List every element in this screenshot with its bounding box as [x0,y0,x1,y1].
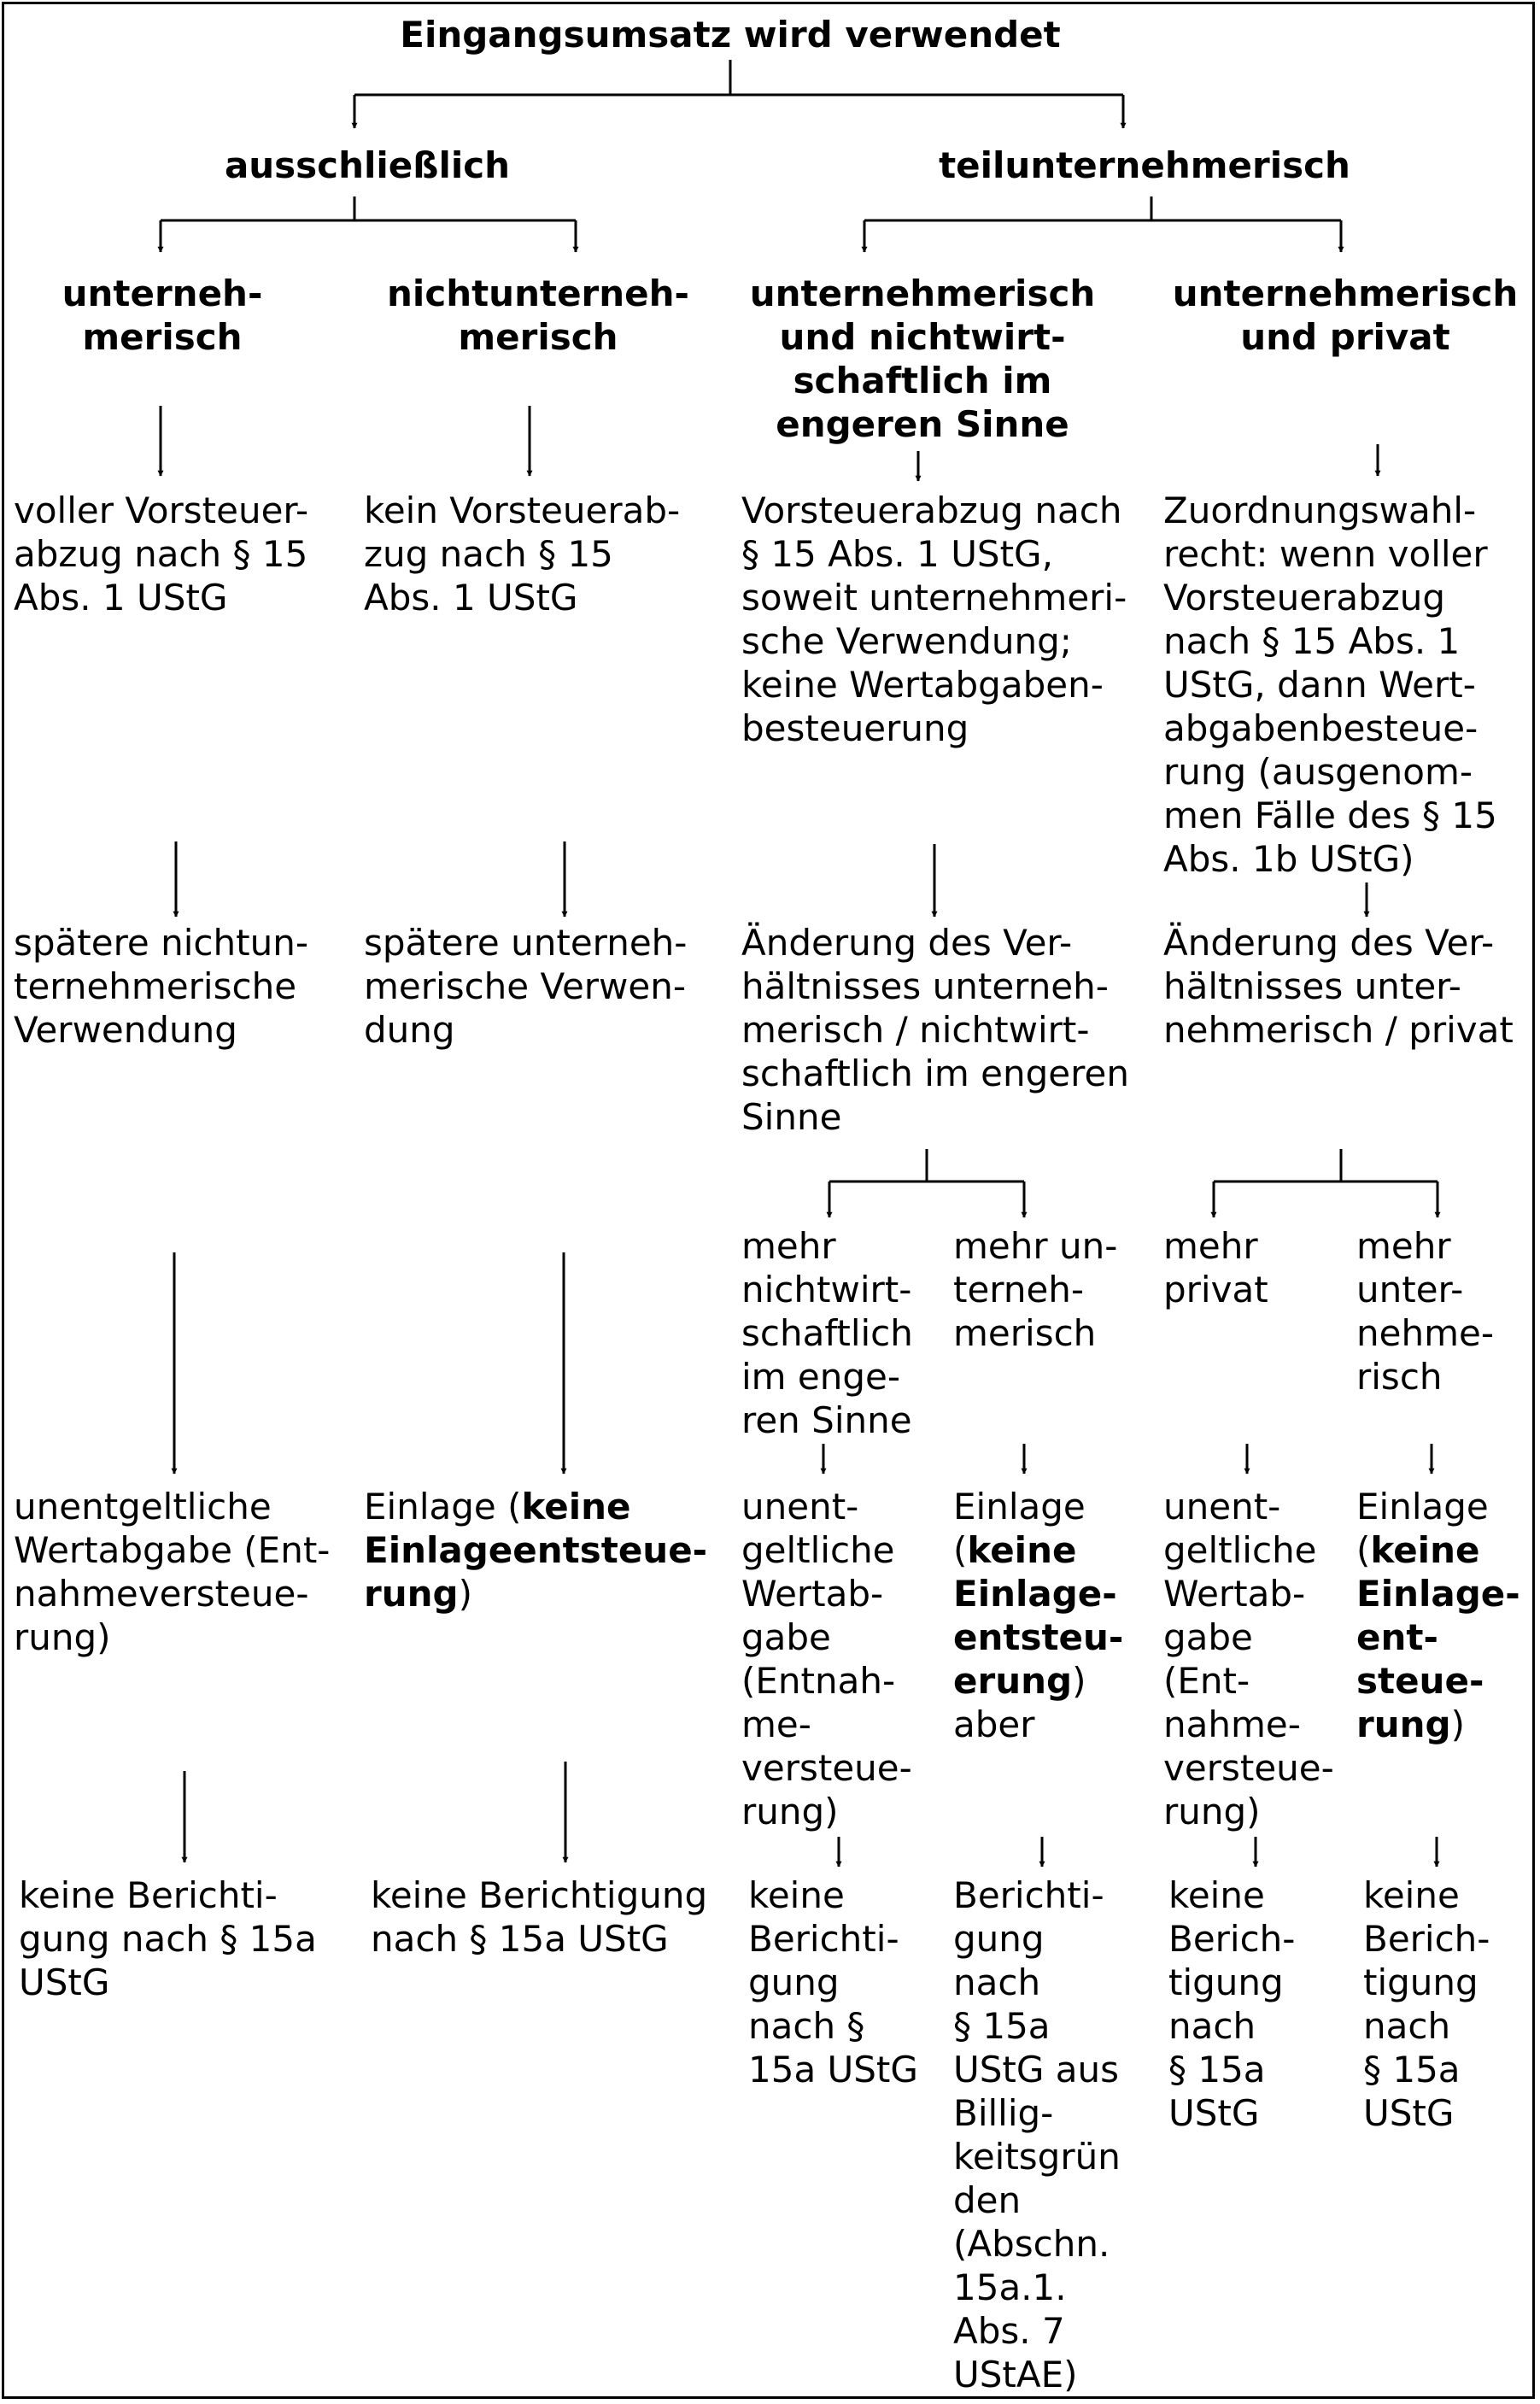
consequence-c3b [953,1485,1150,1746]
business-node: unterneh- merisch [61,273,263,358]
later-use-col2: spätere unterneh- merische Verwen- dung [364,922,688,1051]
correction-c4a: keine Berich- tigung nach § 15a UStG [1168,1874,1296,2134]
business-private-node: unternehmerisch und privat [1172,273,1519,358]
consequence-c4b-pre: Einlage ( [1356,1486,1489,1571]
deduction-col2: kein Vorsteuerab- zug nach § 15 Abs. 1 UStG [364,490,681,619]
consequence-col2-pre: Einlage ( [364,1486,522,1527]
consequence-c3b-bold: keine Einlage- entsteu- erung [953,1529,1124,1702]
deduction-col1: voller Vorsteuer- abzug nach § 15 Abs. 1 UStG [14,490,309,619]
consequence-col2 [364,1485,723,1615]
consequence-c4a: unent- geltliche Wertab- gabe (Ent- nahme- versteue- rung) [1163,1486,1334,1832]
shift-more-business-4: mehr unter- nehme- risch [1356,1225,1494,1398]
shift-more-private: mehr privat [1163,1225,1268,1310]
deduction-col4: Zuordnungswahl- recht: wenn voller Vorsteuerabzug nach § 15 Abs. 1 UStG, dann Wert- abgabenbesteue- rung (ausgenom- men Fälle des § 15 Abs. 1b UStG) [1163,490,1497,880]
consequence-c3b-pre: Einlage ( [953,1486,1086,1571]
correction-c3b: Berichti- gung nach § 15a UStG aus Billig- keitsgrün den (Abschn. 15a.1. Abs. 7 UStAE) [953,1874,1121,2395]
consequence-c4b [1356,1485,1536,1746]
later-use-col4: Änderung des Ver- hältnisses unter- nehmerisch / privat [1163,922,1514,1051]
consequence-c3b-post: ) aber [953,1660,1086,1745]
business-nonecon-node: unternehmerisch und nichtwirt- schaftlich im engeren Sinne [749,273,1096,445]
correction-col2: keine Berichtigung nach § 15a UStG [371,1874,708,1960]
consequence-col1: unentgeltliche Wertabgabe (Ent- nahmeversteue- rung) [14,1486,331,1658]
consequence-c3a: unent- geltliche Wertab- gabe (Entnah- me- versteue- rung) [741,1486,912,1832]
consequence-c4b-post: ) [1450,1703,1465,1745]
shift-more-nonecon: mehr nichtwirt- schaftlich im enge- ren Sinne [741,1225,913,1441]
nonbusiness-node: nichtunterneh- merisch [387,273,689,358]
correction-c3a: keine Berichti- gung nach § 15a UStG [748,1874,918,2090]
consequence-col2-post: ) [458,1573,472,1615]
later-use-col1: spätere nichtun- ternehmerische Verwendung [14,922,308,1051]
correction-c4b: keine Berich- tigung nach § 15a UStG [1363,1874,1490,2134]
root-node: Eingangsumsatz wird verwendet [400,14,1061,56]
exclusive-node: ausschließlich [224,144,511,186]
deduction-col3: Vorsteuerabzug nach § 15 Abs. 1 UStG, soweit unternehmeri- sche Verwendung; keine Wertabgaben- besteuerung [741,490,1127,749]
partial-node: teilunternehmerisch [939,144,1350,186]
consequence-c4b-bold: keine Einlage- ent- steue- rung [1356,1529,1520,1745]
consequence-col2-bold: keine Einlageentsteue- rung [364,1486,708,1615]
later-use-col3: Änderung des Ver- hältnisses unterneh- merisch / nichtwirt- schaftlich im engeren Sinne [741,922,1129,1138]
correction-col1: keine Berichti- gung nach § 15a UStG [19,1874,317,2003]
shift-more-business-3: mehr un- terneh- merisch [953,1225,1118,1354]
